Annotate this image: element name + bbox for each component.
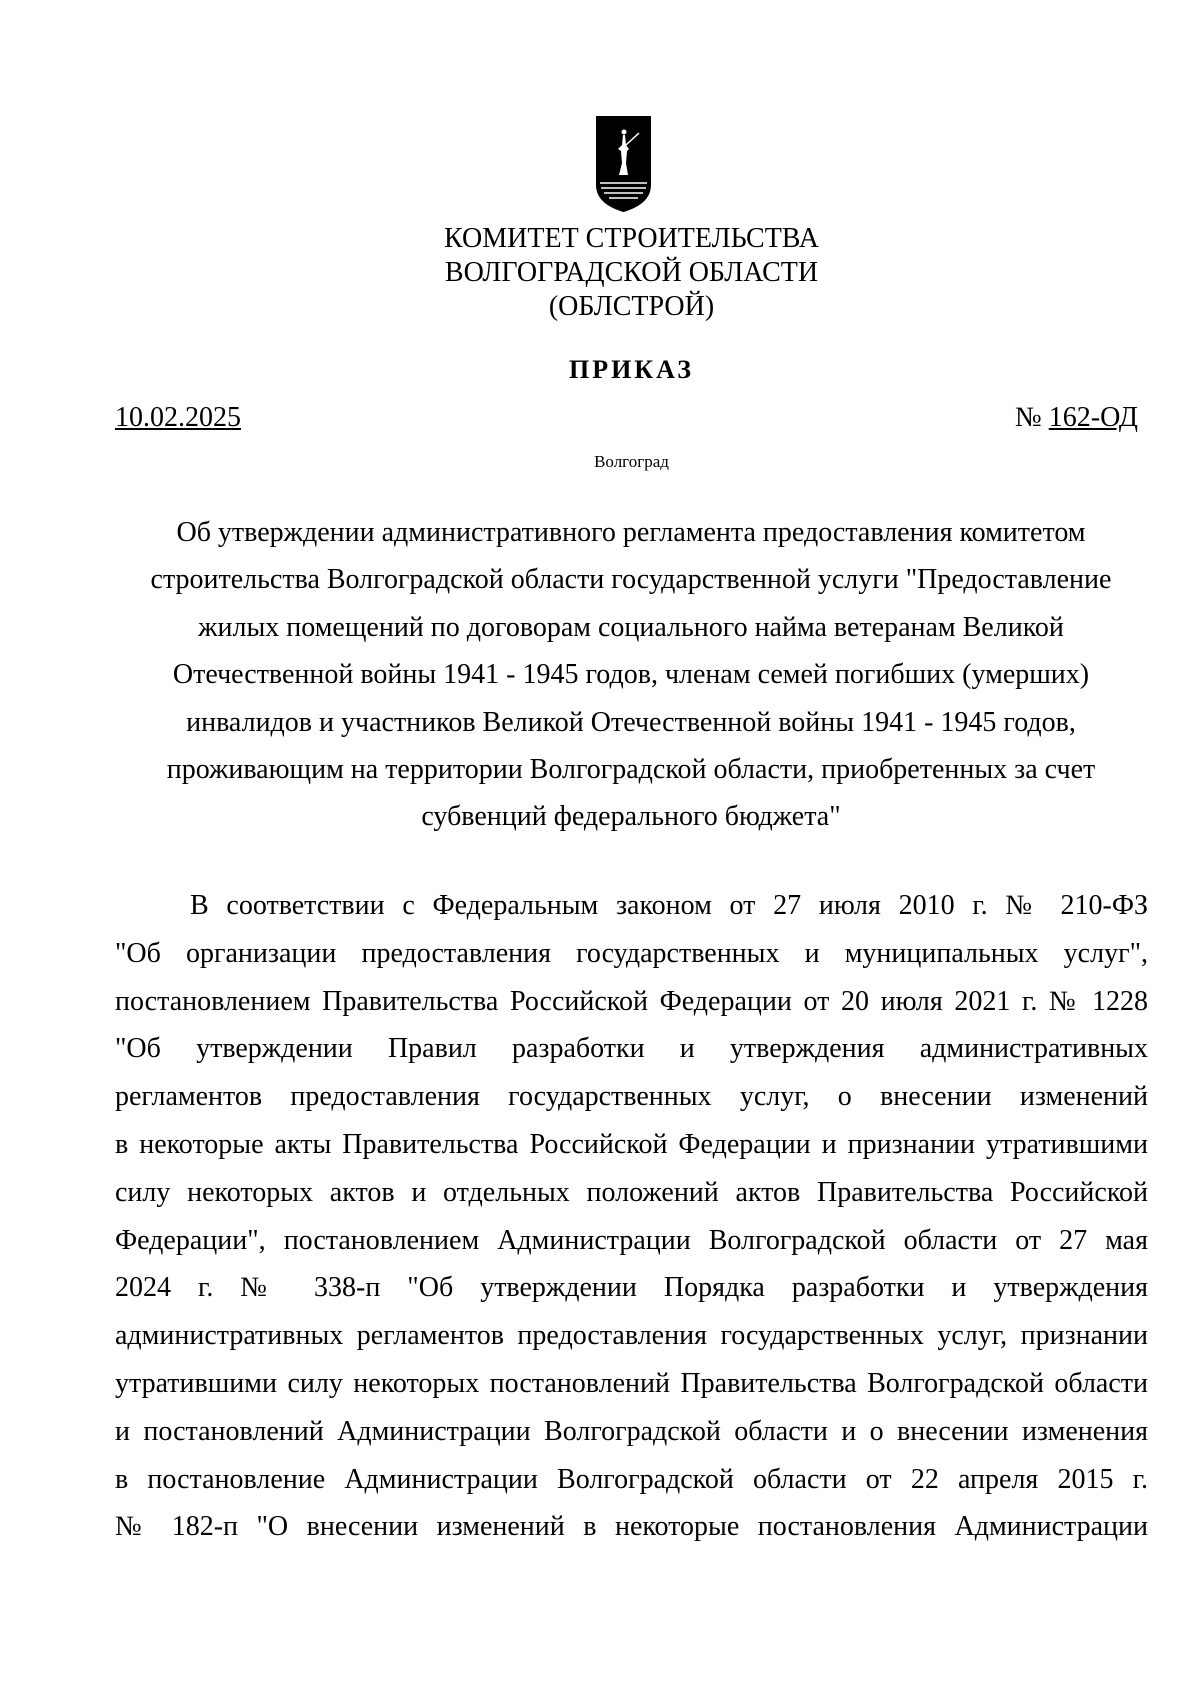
body-line: утратившими силу некоторых постановлений Правительства Волгоградской области [115,1367,1148,1399]
body-line: административных регламентов предоставления государственных услуг, признании [115,1320,1148,1352]
body-line: Федерации", постановлением Администрации Волгоградской области от 27 мая [115,1224,1148,1256]
subject-line: Об утверждении административного регламента предоставления комитетом [176,517,1086,548]
body-line: в некоторые акты Правительства Российской Федерации и признании утратившими [115,1128,1148,1160]
order-preamble-paragraph [115,882,1148,1551]
city-name: Волгоград [594,452,669,471]
body-line: В соответствии с Федеральным законом от 27 июля 2010 г. № 210-ФЗ [190,890,1148,921]
number-value: 162-ОД [1048,402,1138,433]
subject-line: жилых помещений по договорам социального найма ветеранам Великой [198,611,1064,643]
body-line: регламентов предоставления государственных услуг, о внесении изменений [115,1081,1148,1113]
volgograd-coat-of-arms-icon [595,115,652,213]
document-date: 10.02.2025 [115,402,241,433]
body-line: и постановлений Администрации Волгоградской области и о внесении изменения [115,1415,1148,1447]
organization-short-name: (ОБЛСТРОЙ) [548,291,715,322]
body-line: "Об организации предоставления государственных и муниципальных услуг", [115,937,1148,969]
body-line: "Об утверждении Правил разработки и утверждения административных [115,1033,1148,1065]
subject-line: проживающим на территории Волгоградской области, приобретенных за счет [166,754,1096,786]
body-line: силу некоторых актов и отдельных положений актов Правительства Российской [115,1176,1148,1208]
document-type-title: ПРИКАЗ [568,355,695,384]
subject-line: инвалидов и участников Великой Отечественной войны 1941 - 1945 годов, [186,706,1076,738]
order-subject [130,509,1132,841]
body-line: 2024 г. № 338-п "Об утверждении Порядка разработки и утверждения [115,1272,1148,1304]
body-line: в постановление Администрации Волгоградской области от 22 апреля 2015 г. [115,1463,1148,1495]
document-number [1015,402,1138,434]
subject-line: Отечественной войны 1941 - 1945 годов, членам семей погибших (умерших) [172,659,1090,691]
number-sign: № [1015,402,1042,433]
subject-line: строительства Волгоградской области государственной услуги "Предоставление [150,564,1112,596]
subject-line: субвенций федерального бюджета" [421,801,841,833]
organization-name-line-2: ВОЛГОГРАДСКОЙ ОБЛАСТИ [444,257,819,288]
body-line: постановлением Правительства Российской Федерации от 20 июля 2021 г. № 1228 [115,985,1148,1017]
organization-name-line-1: КОМИТЕТ СТРОИТЕЛЬСТВА [444,223,819,254]
body-line: № 182-п "О внесении изменений в некоторые постановления Администрации [115,1511,1148,1543]
